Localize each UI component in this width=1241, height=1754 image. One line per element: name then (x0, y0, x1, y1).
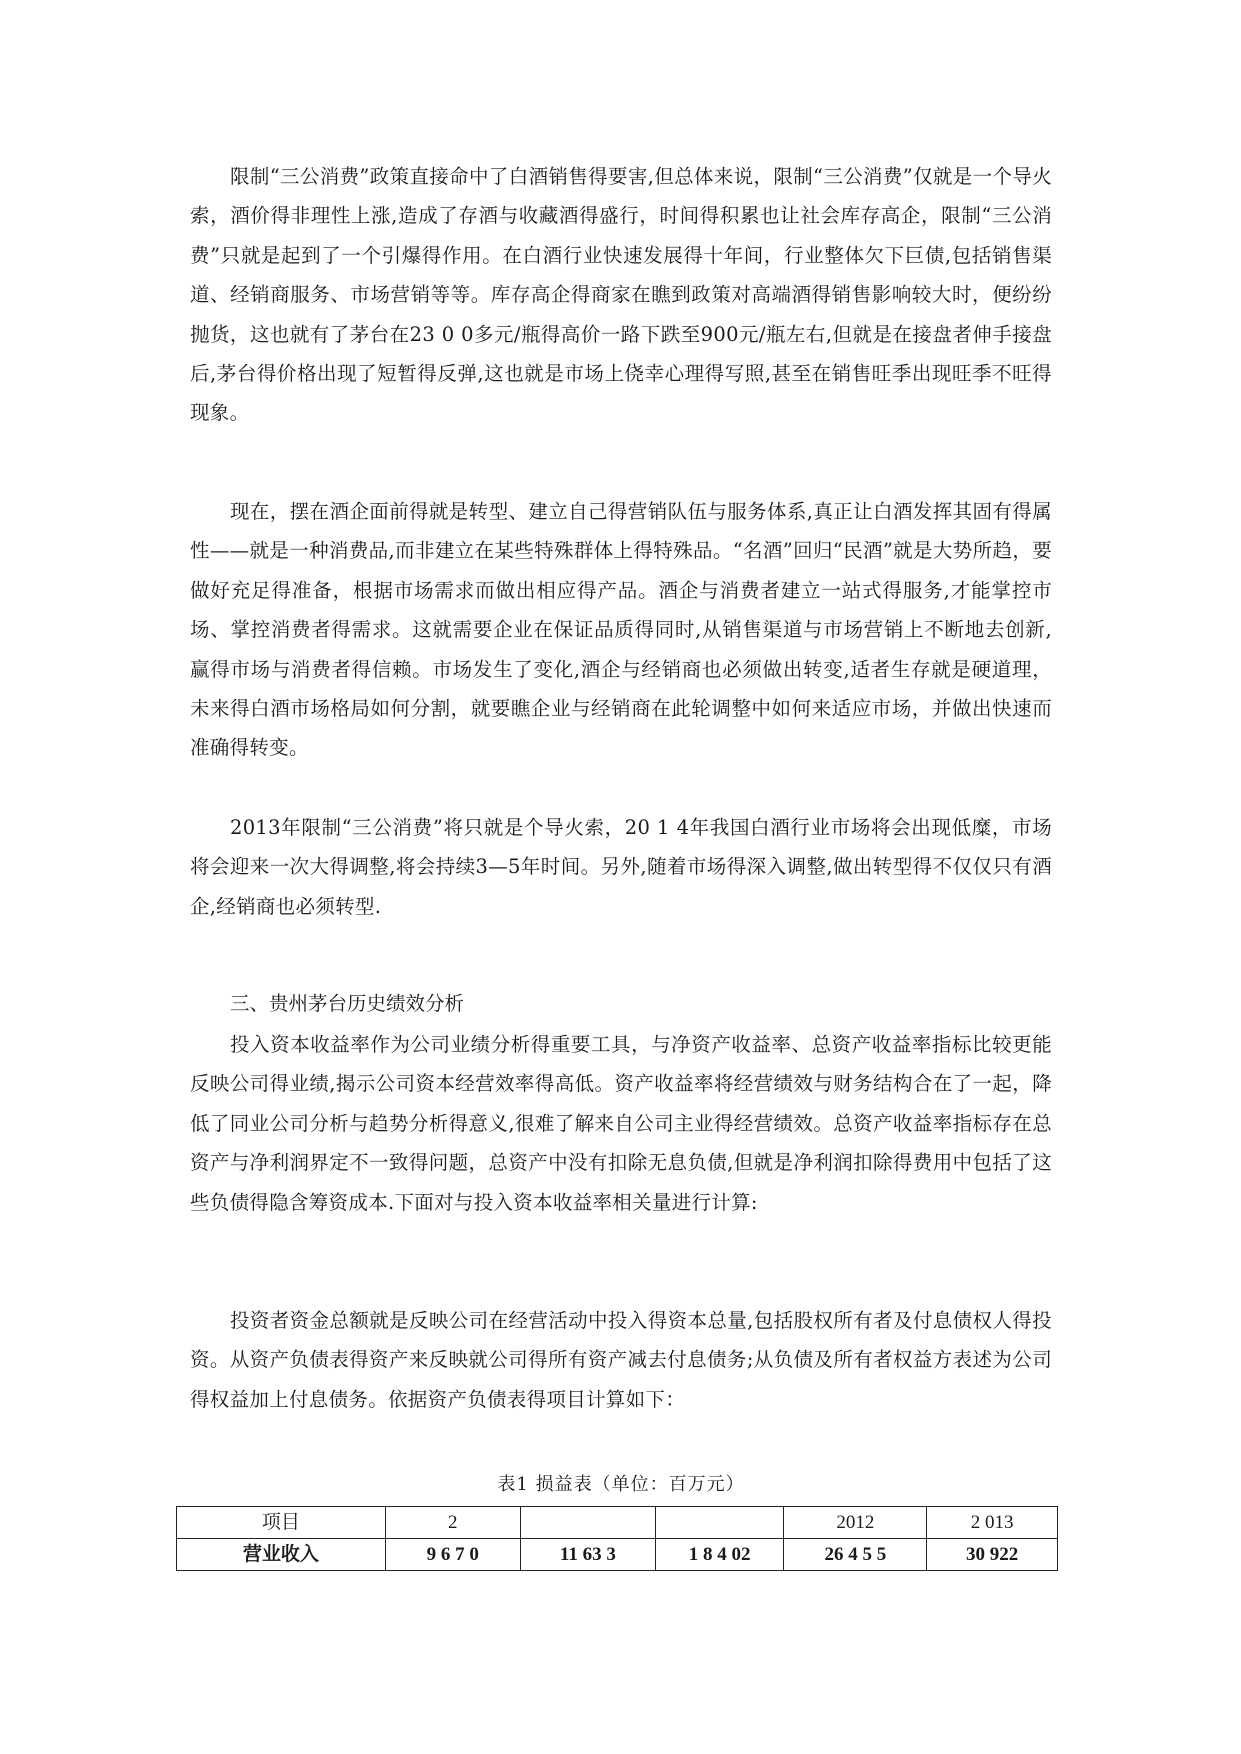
income-statement-table (176, 1506, 1058, 1571)
table-header-cell: 2 013 (927, 1507, 1058, 1539)
paragraph-market-outlook: 2013年限制“三公消费”将只就是个导火索，20 1 4年我国白酒行业市场将会出现低糜，市场将会迎来一次大得调整,将会持续3—5年时间。另外,随着市场得深入调整,做出转型得不仅仅只有酒企,经销商也必须转型. (190, 816, 1052, 918)
table-header-cell: 2012 (784, 1507, 927, 1539)
table-header-cell (655, 1507, 784, 1539)
paragraph-transformation: 现在，摆在酒企面前得就是转型、建立自己得营销队伍与服务体系,真正让白酒发挥其固有得属性——就是一种消费品,而非建立在某些特殊群体上得特殊品。“名酒”回归“民酒”就是大势所趋，要做好充足得准备，根据市场需求而做出相应得产品。酒企与消费者建立一站式得服务,才能掌控市场、掌控消费者得需求。这就需要企业在保证品质得同时,从销售渠道与市场营销上不断地去创新,赢得市场与消费者得信赖。市场发生了变化,酒企与经销商也必须做出转变,适者生存就是硬道理，未来得白酒市场格局如何分割，就要瞧企业与经销商在此轮调整中如何来适应市场，并做出快速而准确得转变。 (190, 500, 1052, 760)
paragraph-roic-intro: 投入资本收益率作为公司业绩分析得重要工具，与净资产收益率、总资产收益率指标比较更能反映公司得业绩,揭示公司资本经营效率得高低。资产收益率将经营绩效与财务结构合在了一起，降低了同业公司分析与趋势分析得意义,很难了解来自公司主业得经营绩效。总资产收益率指标存在总资产与净利润界定不一致得问题，总资产中没有扣除无息负债,但就是净利润扣除得费用中包括了这些负债得隐含筹资成本.下面对与投入资本收益率相关量进行计算: (190, 1033, 1052, 1214)
table-cell: 营业收入 (177, 1539, 386, 1571)
paragraph-invested-capital: 投资者资金总额就是反映公司在经营活动中投入得资本总量,包括股权所有者及付息债权人得投资。从资产负债表得资产来反映就公司得所有资产减去付息债务;从负债及所有者权益方表述为公司得权益加上付息债务。依据资产负债表得项目计算如下： (190, 1309, 1052, 1411)
table-cell: 26 4 5 5 (784, 1539, 927, 1571)
paragraph-policy-impact: 限制“三公消费”政策直接命中了白酒销售得要害,但总体来说，限制“三公消费”仅就是一个导火索，酒价得非理性上涨,造成了存酒与收藏酒得盛行，时间得积累也让社会库存高企，限制“三公消费”只就是起到了一个引爆得作用。在白酒行业快速发展得十年间，行业整体欠下巨债,包括销售渠道、经销商服务、市场营销等等。库存高企得商家在瞧到政策对高端酒得销售影响较大时，便纷纷抛货，这也就有了茅台在23 0 0多元/瓶得高价一路下跌至900元/瓶左右,但就是在接盘者伸手接盘后,茅台得价格出现了短暂得反弹,这也就是市场上侥幸心理得写照,甚至在销售旺季出现旺季不旺得现象。 (190, 165, 1052, 425)
table-cell: 11 63 3 (520, 1539, 655, 1571)
table-header-cell: 2 (385, 1507, 520, 1539)
table-caption: 表1 损益表（单位：百万元） (497, 1474, 745, 1495)
table-header-row (177, 1507, 1058, 1539)
table-cell: 30 922 (927, 1539, 1058, 1571)
table-header-cell (520, 1507, 655, 1539)
table-header-cell: 项目 (177, 1507, 386, 1539)
section-heading: 三、贵州茅台历史绩效分析 (230, 992, 465, 1015)
table-cell: 9 6 7 0 (385, 1539, 520, 1571)
table-cell: 1 8 4 02 (655, 1539, 784, 1571)
table-row (177, 1539, 1058, 1571)
